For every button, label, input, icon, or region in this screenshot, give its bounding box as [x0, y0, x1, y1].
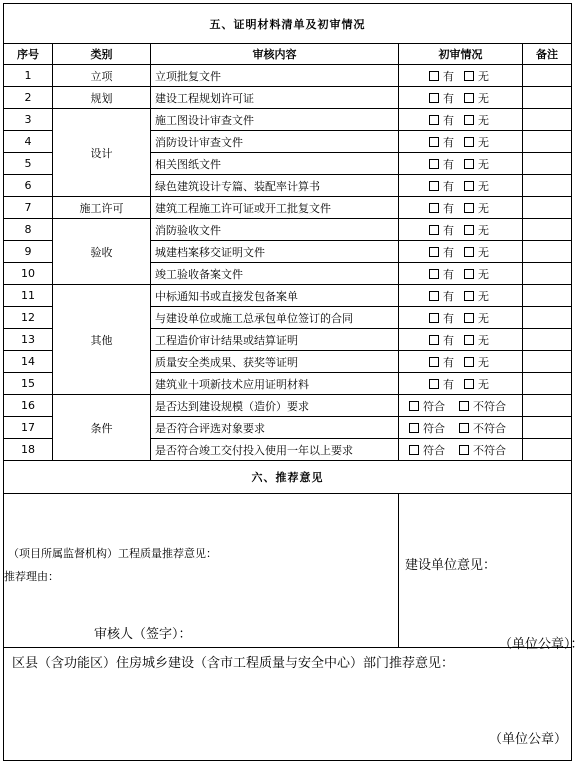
review-content: 立项批复文件 — [151, 65, 399, 87]
row-number: 14 — [4, 351, 53, 373]
review-content: 是否达到建设规模（造价）要求 — [151, 395, 399, 417]
none-label: 无 — [478, 245, 489, 259]
category-cell: 设计 — [53, 109, 151, 197]
section5-title: 五、证明材料清单及初审情况 — [4, 4, 572, 44]
reviewer-signature-label: 审核人（签字）： — [94, 627, 192, 642]
table-row — [4, 197, 572, 219]
none-checkbox[interactable] — [464, 225, 474, 235]
remark-cell[interactable] — [523, 351, 572, 373]
row-number: 2 — [4, 87, 53, 109]
row-number: 7 — [4, 197, 53, 219]
remark-cell[interactable] — [523, 373, 572, 395]
review-content: 中标通知书或直接发包备案单 — [151, 285, 399, 307]
row-number: 9 — [4, 241, 53, 263]
none-checkbox[interactable] — [464, 269, 474, 279]
district-opinion-label: 区县（含功能区）住房城乡建设（含市工程质量与安全中心）部门推荐意见： — [12, 656, 455, 671]
have-label: 有 — [443, 201, 454, 215]
review-content: 是否符合评选对象要求 — [151, 417, 399, 439]
meet-label: 符合 — [423, 421, 445, 435]
remark-cell[interactable] — [523, 241, 572, 263]
have-checkbox[interactable] — [429, 115, 439, 125]
review-content: 建筑工程施工许可证或开工批复文件 — [151, 197, 399, 219]
remark-cell[interactable] — [523, 109, 572, 131]
have-checkbox[interactable] — [429, 93, 439, 103]
meet-label: 符合 — [423, 443, 445, 457]
status-cell — [399, 241, 523, 263]
review-content: 消防验收文件 — [151, 219, 399, 241]
none-label: 无 — [478, 179, 489, 193]
header-no: 序号 — [4, 44, 53, 65]
none-label: 无 — [478, 355, 489, 369]
status-cell — [399, 87, 523, 109]
have-label: 有 — [443, 69, 454, 83]
none-label: 无 — [478, 223, 489, 237]
table-row — [4, 395, 572, 417]
status-cell — [399, 153, 523, 175]
status-cell — [399, 263, 523, 285]
have-label: 有 — [443, 289, 454, 303]
none-label: 无 — [478, 289, 489, 303]
row-number: 3 — [4, 109, 53, 131]
review-content: 建筑业十项新技术应用证明材料 — [151, 373, 399, 395]
status-cell — [399, 197, 523, 219]
not-meet-checkbox[interactable] — [459, 445, 469, 455]
have-label: 有 — [443, 223, 454, 237]
supervisor-opinion-cell[interactable] — [4, 494, 399, 648]
remark-cell[interactable] — [523, 395, 572, 417]
remark-cell[interactable] — [523, 417, 572, 439]
review-content: 质量安全类成果、获奖等证明 — [151, 351, 399, 373]
category-cell: 立项 — [53, 65, 151, 87]
status-cell — [399, 329, 523, 351]
none-checkbox[interactable] — [464, 247, 474, 257]
have-checkbox[interactable] — [429, 357, 439, 367]
have-checkbox[interactable] — [429, 335, 439, 345]
row-number: 16 — [4, 395, 53, 417]
builder-opinion-label: 建设单位意见： — [405, 558, 497, 573]
have-label: 有 — [443, 267, 454, 281]
review-content: 消防设计审查文件 — [151, 131, 399, 153]
none-checkbox[interactable] — [464, 181, 474, 191]
have-label: 有 — [443, 91, 454, 105]
review-content: 城建档案移交证明文件 — [151, 241, 399, 263]
have-label: 有 — [443, 135, 454, 149]
review-content: 施工图设计审查文件 — [151, 109, 399, 131]
row-number: 13 — [4, 329, 53, 351]
row-number: 17 — [4, 417, 53, 439]
status-cell — [399, 109, 523, 131]
section6-title: 六、推荐意见 — [4, 461, 572, 494]
have-checkbox[interactable] — [429, 269, 439, 279]
none-label: 无 — [478, 201, 489, 215]
have-checkbox[interactable] — [429, 71, 439, 81]
review-content: 相关图纸文件 — [151, 153, 399, 175]
header-remark: 备注 — [523, 44, 572, 65]
status-cell — [399, 307, 523, 329]
remark-cell[interactable] — [523, 329, 572, 351]
remark-cell[interactable] — [523, 285, 572, 307]
header-category: 类别 — [53, 44, 151, 65]
have-label: 有 — [443, 157, 454, 171]
remark-cell[interactable] — [523, 131, 572, 153]
review-content: 是否符合竣工交付投入使用一年以上要求 — [151, 439, 399, 461]
header-status: 初审情况 — [399, 44, 523, 65]
meet-checkbox[interactable] — [409, 445, 419, 455]
have-checkbox[interactable] — [429, 225, 439, 235]
none-label: 无 — [478, 377, 489, 391]
have-label: 有 — [443, 245, 454, 259]
row-number: 12 — [4, 307, 53, 329]
none-label: 无 — [478, 69, 489, 83]
have-label: 有 — [443, 355, 454, 369]
none-checkbox[interactable] — [464, 93, 474, 103]
table-row — [4, 109, 572, 131]
builder-opinion-cell[interactable] — [399, 494, 584, 652]
none-label: 无 — [478, 91, 489, 105]
not-meet-checkbox[interactable] — [459, 423, 469, 433]
remark-cell[interactable] — [523, 197, 572, 219]
status-cell — [399, 285, 523, 307]
none-checkbox[interactable] — [464, 313, 474, 323]
meet-label: 符合 — [423, 399, 445, 413]
status-cell — [399, 131, 523, 153]
remark-cell[interactable] — [523, 219, 572, 241]
header-content: 审核内容 — [151, 44, 399, 65]
have-checkbox[interactable] — [429, 313, 439, 323]
builder-seal-label: （单位公章）： — [499, 637, 584, 652]
category-cell: 其他 — [53, 285, 151, 395]
have-label: 有 — [443, 179, 454, 193]
have-checkbox[interactable] — [429, 291, 439, 301]
not-meet-checkbox[interactable] — [459, 401, 469, 411]
have-checkbox[interactable] — [429, 181, 439, 191]
have-label: 有 — [443, 311, 454, 325]
category-cell: 条件 — [53, 395, 151, 461]
row-number: 8 — [4, 219, 53, 241]
status-cell — [399, 219, 523, 241]
none-checkbox[interactable] — [464, 357, 474, 367]
have-checkbox[interactable] — [429, 203, 439, 213]
none-checkbox[interactable] — [464, 115, 474, 125]
row-number: 4 — [4, 131, 53, 153]
meet-checkbox[interactable] — [409, 401, 419, 411]
review-content: 与建设单位或施工总承包单位签订的合同 — [151, 307, 399, 329]
none-label: 无 — [478, 135, 489, 149]
none-checkbox[interactable] — [464, 71, 474, 81]
status-cell — [399, 65, 523, 87]
remark-cell[interactable] — [523, 307, 572, 329]
none-checkbox[interactable] — [464, 335, 474, 345]
none-checkbox[interactable] — [464, 137, 474, 147]
row-number: 5 — [4, 153, 53, 175]
status-cell — [399, 439, 523, 461]
have-label: 有 — [443, 377, 454, 391]
category-cell: 规划 — [53, 87, 151, 109]
row-number: 10 — [4, 263, 53, 285]
review-form-table — [3, 3, 584, 761]
none-checkbox[interactable] — [464, 379, 474, 389]
status-cell — [399, 351, 523, 373]
table-row — [4, 219, 572, 241]
row-number: 1 — [4, 65, 53, 87]
status-cell — [399, 417, 523, 439]
table-row — [4, 285, 572, 307]
review-content: 工程造价审计结果或结算证明 — [151, 329, 399, 351]
remark-cell[interactable] — [523, 87, 572, 109]
remark-cell[interactable] — [523, 175, 572, 197]
meet-checkbox[interactable] — [409, 423, 419, 433]
none-checkbox[interactable] — [464, 203, 474, 213]
status-cell — [399, 175, 523, 197]
row-number: 18 — [4, 439, 53, 461]
none-checkbox[interactable] — [464, 159, 474, 169]
supervisor-opinion-label: （项目所属监督机构）工程质量推荐意见： — [8, 547, 217, 560]
row-number: 15 — [4, 373, 53, 395]
not-meet-label: 不符合 — [473, 399, 506, 413]
have-label: 有 — [443, 113, 454, 127]
have-label: 有 — [443, 333, 454, 347]
recommend-reason-label: 推荐理由： — [4, 570, 59, 583]
none-label: 无 — [478, 311, 489, 325]
review-content: 竣工验收备案文件 — [151, 263, 399, 285]
none-label: 无 — [478, 333, 489, 347]
have-checkbox[interactable] — [429, 137, 439, 147]
none-label: 无 — [478, 157, 489, 171]
remark-cell[interactable] — [523, 263, 572, 285]
none-checkbox[interactable] — [464, 291, 474, 301]
table-row — [4, 87, 572, 109]
row-number: 11 — [4, 285, 53, 307]
not-meet-label: 不符合 — [473, 443, 506, 457]
remark-cell[interactable] — [523, 439, 572, 461]
have-checkbox[interactable] — [429, 159, 439, 169]
none-label: 无 — [478, 267, 489, 281]
district-opinion-cell[interactable] — [4, 648, 572, 761]
category-cell: 施工许可 — [53, 197, 151, 219]
category-cell: 验收 — [53, 219, 151, 285]
have-checkbox[interactable] — [429, 379, 439, 389]
remark-cell[interactable] — [523, 65, 572, 87]
district-seal-label: （单位公章） — [489, 732, 568, 747]
row-number: 6 — [4, 175, 53, 197]
status-cell — [399, 395, 523, 417]
have-checkbox[interactable] — [429, 247, 439, 257]
none-label: 无 — [478, 113, 489, 127]
not-meet-label: 不符合 — [473, 421, 506, 435]
table-row — [4, 65, 572, 87]
remark-cell[interactable] — [523, 153, 572, 175]
table-header — [4, 44, 572, 65]
review-content: 建设工程规划许可证 — [151, 87, 399, 109]
status-cell — [399, 373, 523, 395]
review-content: 绿色建筑设计专篇、装配率计算书 — [151, 175, 399, 197]
